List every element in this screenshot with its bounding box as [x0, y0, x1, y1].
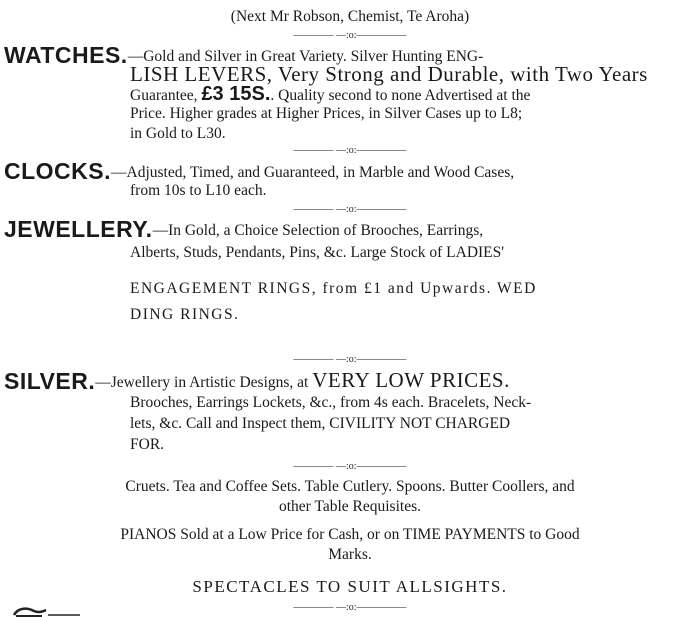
- watches-text-3a: Guarantee,: [130, 87, 198, 104]
- silver-line-4: FOR.: [130, 436, 165, 453]
- jewellery-line-3: ENGAGEMENT RINGS, from £1 and Upwards. WED: [130, 280, 537, 297]
- separator-3: ———— —:o:—————: [293, 204, 407, 215]
- watches-text-2: LISH LEVERS, Very Strong and Durable, with Two Years: [130, 62, 648, 86]
- watches-price: £3 15S.: [201, 83, 271, 105]
- separator-6: ———— —:o:—————: [293, 602, 407, 613]
- silver-line-3: lets, &c. Call and Inspect them, CIVILITY NOT CHARGED: [130, 415, 511, 432]
- silver-line-2: Brooches, Earrings Lockets, &c., from 4s each. Bracelets, Neck-: [130, 394, 532, 411]
- separator-2: ———— —:o:—————: [293, 145, 407, 156]
- clocks-text-1: —Adjusted, Timed, and Guaranteed, in Marble and Wood Cases,: [111, 164, 515, 181]
- jewellery-line-1: [4, 218, 483, 240]
- cruets-line-2: other Table Requisites.: [279, 498, 421, 515]
- separator-5: ———— —:o:—————: [293, 461, 407, 472]
- pianos-line-1: PIANOS Sold at a Low Price for Cash, or on TIME PAYMENTS to Good: [120, 526, 580, 543]
- watches-text-1: —Gold and Silver in Great Variety. Silver Hunting ENG-: [127, 48, 484, 65]
- jewellery-text-1: —In Gold, a Choice Selection of Brooches, Earrings,: [152, 222, 484, 239]
- silver-text-1a: —Jewellery in Artistic Designs, at: [95, 374, 309, 391]
- watches-heading: WATCHES.: [4, 42, 128, 68]
- clocks-heading: CLOCKS.: [4, 158, 111, 184]
- cruets-line-1: Cruets. Tea and Coffee Sets. Table Cutlery. Spoons. Butter Coollers, and: [125, 478, 575, 495]
- watches-line-4: Price. Higher grades at Higher Prices, in Silver Cases up to L8;: [130, 105, 523, 122]
- watches-line-3: [130, 85, 530, 105]
- jewellery-heading: JEWELLERY.: [4, 216, 153, 242]
- silver-heading: SILVER.: [4, 368, 96, 394]
- separator-4: ———— —:o:—————: [293, 354, 407, 365]
- spectacles-line: SPECTACLES TO SUIT ALLSIGHTS.: [192, 577, 508, 596]
- header-line: (Next Mr Robson, Chemist, Te Aroha): [230, 8, 470, 25]
- silver-text-1b: VERY LOW PRICES.: [312, 368, 510, 392]
- jewellery-line-2: Alberts, Studs, Pendants, Pins, &c. Large Stock of LADIES': [130, 244, 505, 261]
- clocks-line-2: from 10s to L10 each.: [130, 182, 267, 199]
- watches-line-5: in Gold to L30.: [130, 125, 226, 142]
- jewellery-line-4: DING RINGS.: [130, 306, 240, 323]
- ornament-icon: [12, 606, 82, 617]
- separator-1: ———— —:o:—————: [293, 30, 407, 41]
- silver-line-1: [4, 370, 510, 392]
- pianos-line-2: Marks.: [328, 546, 372, 563]
- watches-text-3b: . Quality second to none Advertised at the: [270, 87, 531, 104]
- clocks-line-1: [4, 160, 514, 182]
